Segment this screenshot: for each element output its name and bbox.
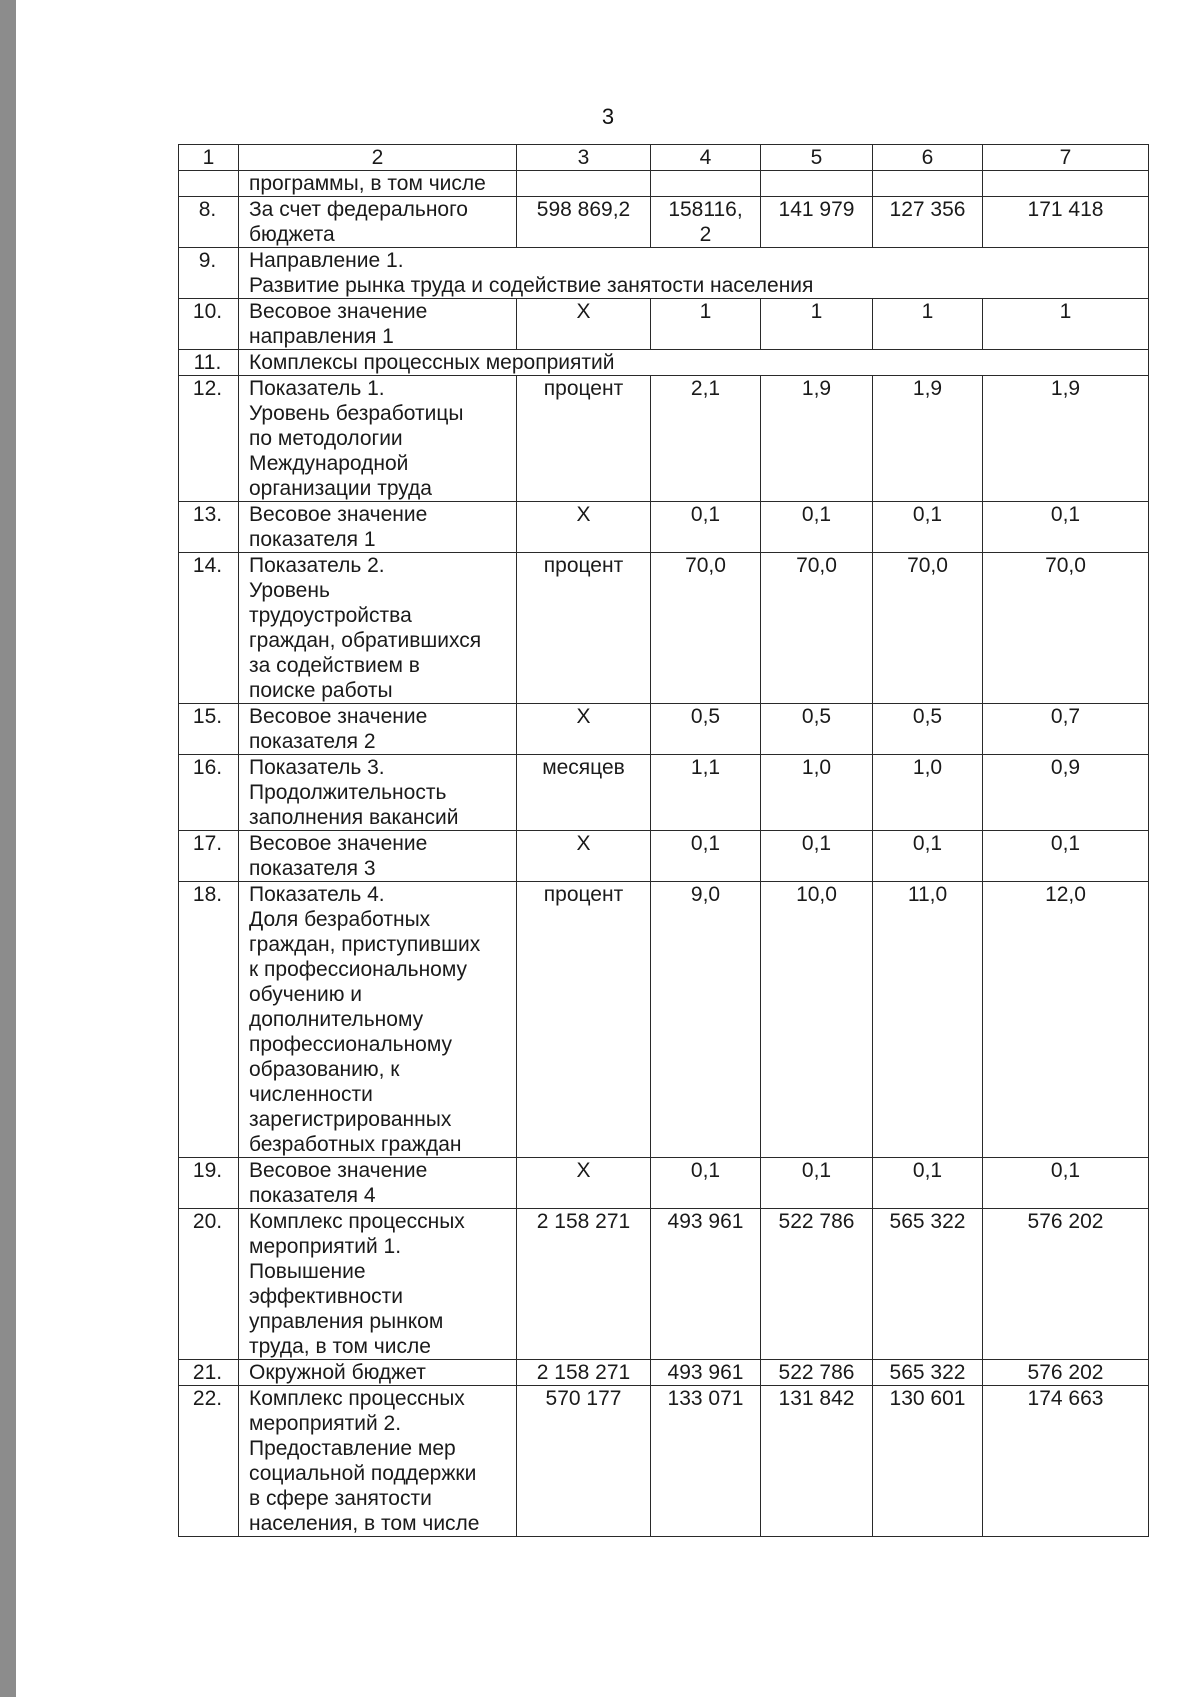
year-value-cell: 0,1 (761, 1158, 873, 1209)
year-value-cell: 10,0 (761, 882, 873, 1158)
page-number: 3 (601, 104, 615, 129)
row-number-cell: 18. (179, 882, 239, 1158)
table-row (179, 248, 1149, 299)
year-value-cell: 131 842 (761, 1386, 873, 1537)
year-value-cell: 576 202 (983, 1209, 1149, 1360)
unit-or-total-cell: процент (517, 882, 651, 1158)
year-value-cell: 70,0 (761, 553, 873, 704)
indicator-label-cell: За счет федерального бюджета (239, 197, 517, 248)
indicator-label-cell: Комплекс процессных мероприятий 1. Повышение эффективности управления рынком труда, в том числе (239, 1209, 517, 1360)
row-number-cell: 17. (179, 831, 239, 882)
year-value-cell: 0,1 (983, 502, 1149, 553)
year-value-cell: 493 961 (651, 1360, 761, 1386)
row-number-cell: 9. (179, 248, 239, 299)
year-value-cell: 12,0 (983, 882, 1149, 1158)
indicator-label-cell: Весовое значение показателя 3 (239, 831, 517, 882)
row-number-cell: 19. (179, 1158, 239, 1209)
year-value-cell: 0,5 (651, 704, 761, 755)
year-value-cell: 522 786 (761, 1209, 873, 1360)
year-value-cell: 1 (761, 299, 873, 350)
row-number-cell (179, 171, 239, 197)
section-heading-cell: Направление 1. Развитие рынка труда и содействие занятости населения (239, 248, 1149, 299)
table-row (179, 755, 1149, 831)
year-value-cell: 0,7 (983, 704, 1149, 755)
unit-or-total-cell: X (517, 299, 651, 350)
unit-or-total-cell: месяцев (517, 755, 651, 831)
year-value-cell: 1,9 (761, 376, 873, 502)
unit-or-total-cell: 570 177 (517, 1386, 651, 1537)
year-value-cell: 0,1 (873, 502, 983, 553)
year-value-cell (983, 171, 1149, 197)
table-row (179, 376, 1149, 502)
year-value-cell: 0,1 (873, 1158, 983, 1209)
row-number-cell: 10. (179, 299, 239, 350)
table-header-row (179, 145, 1149, 171)
year-value-cell: 0,1 (983, 831, 1149, 882)
year-value-cell: 9,0 (651, 882, 761, 1158)
unit-or-total-cell: X (517, 831, 651, 882)
header-cell: 6 (873, 145, 983, 171)
header-cell: 1 (179, 145, 239, 171)
unit-or-total-cell: X (517, 1158, 651, 1209)
year-value-cell: 133 071 (651, 1386, 761, 1537)
table-row (179, 197, 1149, 248)
year-value-cell: 127 356 (873, 197, 983, 248)
table-row (179, 1158, 1149, 1209)
header-cell: 5 (761, 145, 873, 171)
year-value-cell (873, 171, 983, 197)
indicator-label-cell: Весовое значение показателя 1 (239, 502, 517, 553)
year-value-cell: 171 418 (983, 197, 1149, 248)
year-value-cell: 70,0 (873, 553, 983, 704)
year-value-cell: 565 322 (873, 1209, 983, 1360)
year-value-cell: 1 (651, 299, 761, 350)
indicator-label-cell: Весовое значение показателя 2 (239, 704, 517, 755)
year-value-cell (761, 171, 873, 197)
year-value-cell (651, 171, 761, 197)
indicator-label-cell: Окружной бюджет (239, 1360, 517, 1386)
table-row (179, 502, 1149, 553)
table-row (179, 831, 1149, 882)
year-value-cell: 565 322 (873, 1360, 983, 1386)
year-value-cell: 130 601 (873, 1386, 983, 1537)
year-value-cell: 0,1 (983, 1158, 1149, 1209)
indicator-label-cell: Показатель 1. Уровень безработицы по методологии Международной организации труда (239, 376, 517, 502)
indicator-label-cell: Показатель 2. Уровень трудоустройства граждан, обратившихся за содействием в поиске работы (239, 553, 517, 704)
year-value-cell: 1 (873, 299, 983, 350)
year-value-cell: 1,0 (873, 755, 983, 831)
year-value-cell: 70,0 (983, 553, 1149, 704)
row-number-cell: 16. (179, 755, 239, 831)
unit-or-total-cell: процент (517, 553, 651, 704)
row-number-cell: 21. (179, 1360, 239, 1386)
unit-or-total-cell: 2 158 271 (517, 1209, 651, 1360)
section-heading-cell: Комплексы процессных мероприятий (239, 350, 1149, 376)
table-row (179, 1386, 1149, 1537)
indicator-label-cell: программы, в том числе (239, 171, 517, 197)
table-row (179, 882, 1149, 1158)
header-cell: 7 (983, 145, 1149, 171)
row-number-cell: 12. (179, 376, 239, 502)
table-row (179, 553, 1149, 704)
year-value-cell: 0,1 (651, 502, 761, 553)
year-value-cell: 70,0 (651, 553, 761, 704)
year-value-cell: 522 786 (761, 1360, 873, 1386)
row-number-cell: 13. (179, 502, 239, 553)
table-row (179, 1360, 1149, 1386)
year-value-cell: 2,1 (651, 376, 761, 502)
row-number-cell: 8. (179, 197, 239, 248)
document-page (16, 0, 1200, 1697)
year-value-cell: 0,1 (651, 1158, 761, 1209)
year-value-cell: 493 961 (651, 1209, 761, 1360)
row-number-cell: 22. (179, 1386, 239, 1537)
year-value-cell: 0,5 (873, 704, 983, 755)
unit-or-total-cell: 598 869,2 (517, 197, 651, 248)
year-value-cell: 1,1 (651, 755, 761, 831)
year-value-cell: 576 202 (983, 1360, 1149, 1386)
year-value-cell: 0,1 (651, 831, 761, 882)
year-value-cell: 158116, 2 (651, 197, 761, 248)
table-row (179, 299, 1149, 350)
year-value-cell: 0,1 (873, 831, 983, 882)
header-cell: 4 (651, 145, 761, 171)
year-value-cell: 0,1 (761, 831, 873, 882)
header-cell: 2 (239, 145, 517, 171)
unit-or-total-cell: X (517, 502, 651, 553)
year-value-cell: 11,0 (873, 882, 983, 1158)
year-value-cell: 174 663 (983, 1386, 1149, 1537)
unit-or-total-cell: процент (517, 376, 651, 502)
year-value-cell: 141 979 (761, 197, 873, 248)
table-row (179, 350, 1149, 376)
year-value-cell: 0,1 (761, 502, 873, 553)
row-number-cell: 11. (179, 350, 239, 376)
year-value-cell: 1 (983, 299, 1149, 350)
indicator-label-cell: Комплекс процессных мероприятий 2. Предоставление мер социальной поддержки в сфере занятости населения, в том числе (239, 1386, 517, 1537)
table-row (179, 704, 1149, 755)
year-value-cell: 0,9 (983, 755, 1149, 831)
table-row (179, 171, 1149, 197)
unit-or-total-cell: 2 158 271 (517, 1360, 651, 1386)
year-value-cell: 1,0 (761, 755, 873, 831)
indicator-label-cell: Показатель 3. Продолжительность заполнения вакансий (239, 755, 517, 831)
indicator-label-cell: Весовое значение направления 1 (239, 299, 517, 350)
header-cell: 3 (517, 145, 651, 171)
year-value-cell: 1,9 (983, 376, 1149, 502)
year-value-cell: 0,5 (761, 704, 873, 755)
year-value-cell: 1,9 (873, 376, 983, 502)
indicator-label-cell: Весовое значение показателя 4 (239, 1158, 517, 1209)
table-row (179, 1209, 1149, 1360)
unit-or-total-cell (517, 171, 651, 197)
row-number-cell: 15. (179, 704, 239, 755)
indicator-label-cell: Показатель 4. Доля безработных граждан, приступивших к профессиональному обучению и дополнительному профессиональному образованию, к численности зарегистрированных безработных граждан (239, 882, 517, 1158)
row-number-cell: 20. (179, 1209, 239, 1360)
data-table (178, 144, 1149, 1537)
row-number-cell: 14. (179, 553, 239, 704)
unit-or-total-cell: X (517, 704, 651, 755)
